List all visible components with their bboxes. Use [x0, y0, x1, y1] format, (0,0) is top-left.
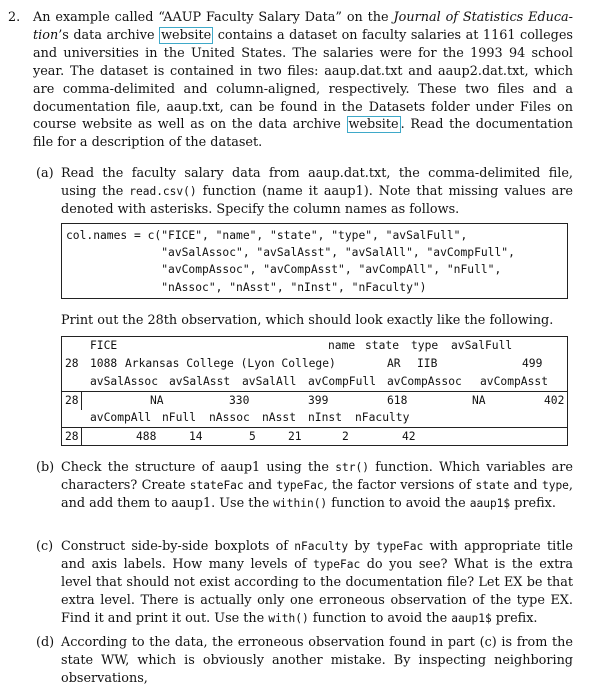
- part-a-label: (a): [36, 166, 54, 181]
- output-row-2: 28 NA 330 399 618 NA 402: [62, 391, 567, 410]
- part-b-label: (b): [36, 460, 55, 475]
- part-d-label: (d): [36, 635, 55, 650]
- part-a-print-text: Print out the 28th observation, which should look exactly like the following.: [61, 313, 554, 328]
- problem-intro: 2. An example called “AAUP Faculty Salary Data” on the Journal of Statistics Educa- tion’s data archive website contains a dataset on faculty salaries at 1161 colleges and universities in the United States. The salaries were for the 1993 94 school year. The dataset is contained in two files: aaup.dat.txt and aaup2.dat.txt, which are comma-delimited and column-aligned, respectively. These two files and a documentation file, aaup.txt, can be found in the Datasets folder under Files on course website as well as on the data archive website . Read the documentation file for a description of the dataset.: [8, 10, 573, 151]
- output-row-1: 28 1088 Arkansas College (Lyon College) AR IIB 499: [65, 357, 543, 370]
- output-header-3: avCompAll nFull nAssoc nAsst nInst nFaculty: [90, 411, 410, 424]
- observation-output: [61, 336, 568, 446]
- problem-number: 2.: [8, 10, 21, 25]
- part-b-text: Check the structure of aaup1 using the str() function. Which variables are characters? Create stateFac and typeFac, the factor versions of state and type, and add them to aaup1. Use the within() function to avoid the aaup1$ prefix.: [61, 460, 573, 511]
- website-link[interactable]: website: [161, 27, 212, 43]
- part-c-label: (c): [36, 539, 54, 554]
- col-names-code: col.names = c("FICE", "name", "state", "type", "avSalFull", "avSalAssoc", "avSalAsst", "avSalAll", "avCompFull", "avCompAssoc", "avCompAsst", "avCompAll", "nFull", "nAssoc", "nAsst", "nInst", "nFaculty"): [61, 223, 568, 299]
- output-header-2: avSalAssoc avSalAsst avSalAll avCompFull avCompAssoc avCompAsst: [90, 375, 549, 388]
- part-a-text: Read the faculty salary data from aaup.dat.txt, the comma-delimited file, using the read.csv() function (name it aaup1). Note that missing values are denoted with asterisks. Specify the column names as follows.: [61, 166, 573, 217]
- website-link-2[interactable]: website: [348, 117, 399, 133]
- output-row-3: 28 488 14 5 21 2 42: [62, 427, 567, 446]
- part-d-text: According to the data, the erroneous observation found in part (c) is from the state WW, which is obviously another mistake. By inspecting neighboring observations,: [61, 635, 573, 686]
- output-header-1: FICE name state type avSalFull: [90, 339, 513, 352]
- part-c-text: Construct side-by-side boxplots of nFaculty by typeFac with appropriate title and axis labels. How many levels of typeFac do you see? What is the extra level that should not exist according to the documentation file? Let EX be that extra level. There is actually only one erroneous observation of the type EX. Find it and print it out. Use the with() function to avoid the aaup1$ prefix.: [61, 539, 573, 626]
